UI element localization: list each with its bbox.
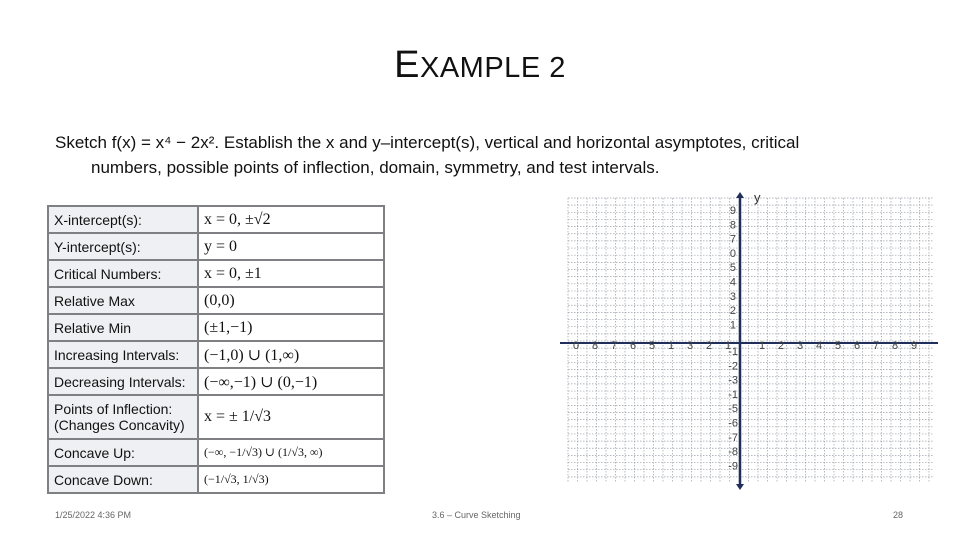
x-tick-label: 6 <box>629 340 637 352</box>
footer-page-number: 28 <box>893 510 904 520</box>
y-tick-label: 4 <box>729 276 736 289</box>
row-value: (−∞,−1) ∪ (0,−1) <box>198 368 384 395</box>
x-tick-label: 1 <box>758 340 766 352</box>
y-axis-label: y <box>754 190 761 205</box>
row-label: Concave Down: <box>48 466 198 493</box>
x-tick-label: 4 <box>815 340 823 352</box>
problem-statement <box>55 130 915 180</box>
row-value: x = ± 1/√3 <box>198 395 384 439</box>
y-tick-label: 1 <box>729 319 736 332</box>
y-tick-label: 9 <box>729 205 736 217</box>
row-value: (−∞, −1/√3) ∪ (1/√3, ∞) <box>198 439 384 466</box>
table-row <box>48 341 384 368</box>
y-tick-label: -2 <box>728 360 738 373</box>
table-row <box>48 395 384 439</box>
coordinate-grid <box>556 190 940 490</box>
row-value: (±1,−1) <box>198 314 384 341</box>
x-tick-label: 1 <box>667 340 675 352</box>
x-tick-label: 2 <box>705 340 713 352</box>
row-label: Relative Min <box>48 314 198 341</box>
row-value: (−1/√3, 1/√3) <box>198 466 384 493</box>
y-tick-label: 5 <box>729 262 736 275</box>
x-tick-label: 7 <box>610 340 618 352</box>
x-tick-label: 3 <box>796 340 804 352</box>
row-label: Increasing Intervals: <box>48 341 198 368</box>
x-tick-label: 1 <box>724 340 732 352</box>
x-tick-label: 5 <box>648 340 656 352</box>
y-tick-label: 3 <box>729 290 736 303</box>
title-first-letter: E <box>394 44 420 86</box>
x-tick-label: 0 <box>572 340 580 352</box>
x-tick-label: 8 <box>891 340 899 352</box>
slide-title <box>0 44 960 87</box>
row-label: X-intercept(s): <box>48 206 198 233</box>
y-tick-label: 7 <box>729 233 736 246</box>
table-row <box>48 439 384 466</box>
y-tick-label: -3 <box>728 374 738 387</box>
y-tick-label: -6 <box>728 417 738 430</box>
x-tick-label: 6 <box>853 340 861 352</box>
problem-line-2: numbers, possible points of inflection, domain, symmetry, and test intervals. <box>91 158 660 177</box>
table-row <box>48 260 384 287</box>
y-tick-label: 8 <box>729 219 736 232</box>
y-axis-arrow-down <box>736 484 744 490</box>
y-tick-label: -7 <box>728 431 738 444</box>
table-row <box>48 206 384 233</box>
x-tick-label: 3 <box>686 340 694 352</box>
row-label: Y-intercept(s): <box>48 233 198 260</box>
table-row <box>48 233 384 260</box>
row-value: x = 0, ±√2 <box>198 206 384 233</box>
row-value: x = 0, ±1 <box>198 260 384 287</box>
problem-line-1: Sketch f(x) = x⁴ − 2x². Establish the x and y–intercept(s), vertical and horizontal asymptotes, critical <box>55 133 800 152</box>
row-label: Critical Numbers: <box>48 260 198 287</box>
x-tick-label: 2 <box>777 340 785 352</box>
x-tick-label: 5 <box>834 340 842 352</box>
row-label: Relative Max <box>48 287 198 314</box>
table-row <box>48 368 384 395</box>
y-tick-label: -5 <box>728 403 738 416</box>
table-row <box>48 314 384 341</box>
y-tick-label: 2 <box>729 305 736 318</box>
table-row <box>48 466 384 493</box>
y-tick-label: 0 <box>729 247 736 260</box>
y-tick-label: -8 <box>728 446 738 459</box>
y-tick-label: -9 <box>728 460 738 473</box>
y-axis-arrow-up <box>736 192 744 198</box>
x-tick-label: 7 <box>872 340 880 352</box>
row-label: Concave Up: <box>48 439 198 466</box>
properties-table <box>47 205 385 494</box>
row-value: y = 0 <box>198 233 384 260</box>
row-value: (−1,0) ∪ (1,∞) <box>198 341 384 368</box>
y-tick-label: -1 <box>728 346 738 358</box>
footer-title: 3.6 – Curve Sketching <box>432 510 521 520</box>
footer-date: 1/25/2022 4:36 PM <box>55 510 132 520</box>
row-label: Points of Inflection: (Changes Concavity) <box>48 395 198 439</box>
y-tick-label: -1 <box>728 388 738 401</box>
table-row <box>48 287 384 314</box>
x-tick-label: 9 <box>910 340 918 352</box>
title-rest: XAMPLE 2 <box>420 52 566 84</box>
row-label: Decreasing Intervals: <box>48 368 198 395</box>
x-tick-label: 8 <box>591 340 599 352</box>
row-value: (0,0) <box>198 287 384 314</box>
